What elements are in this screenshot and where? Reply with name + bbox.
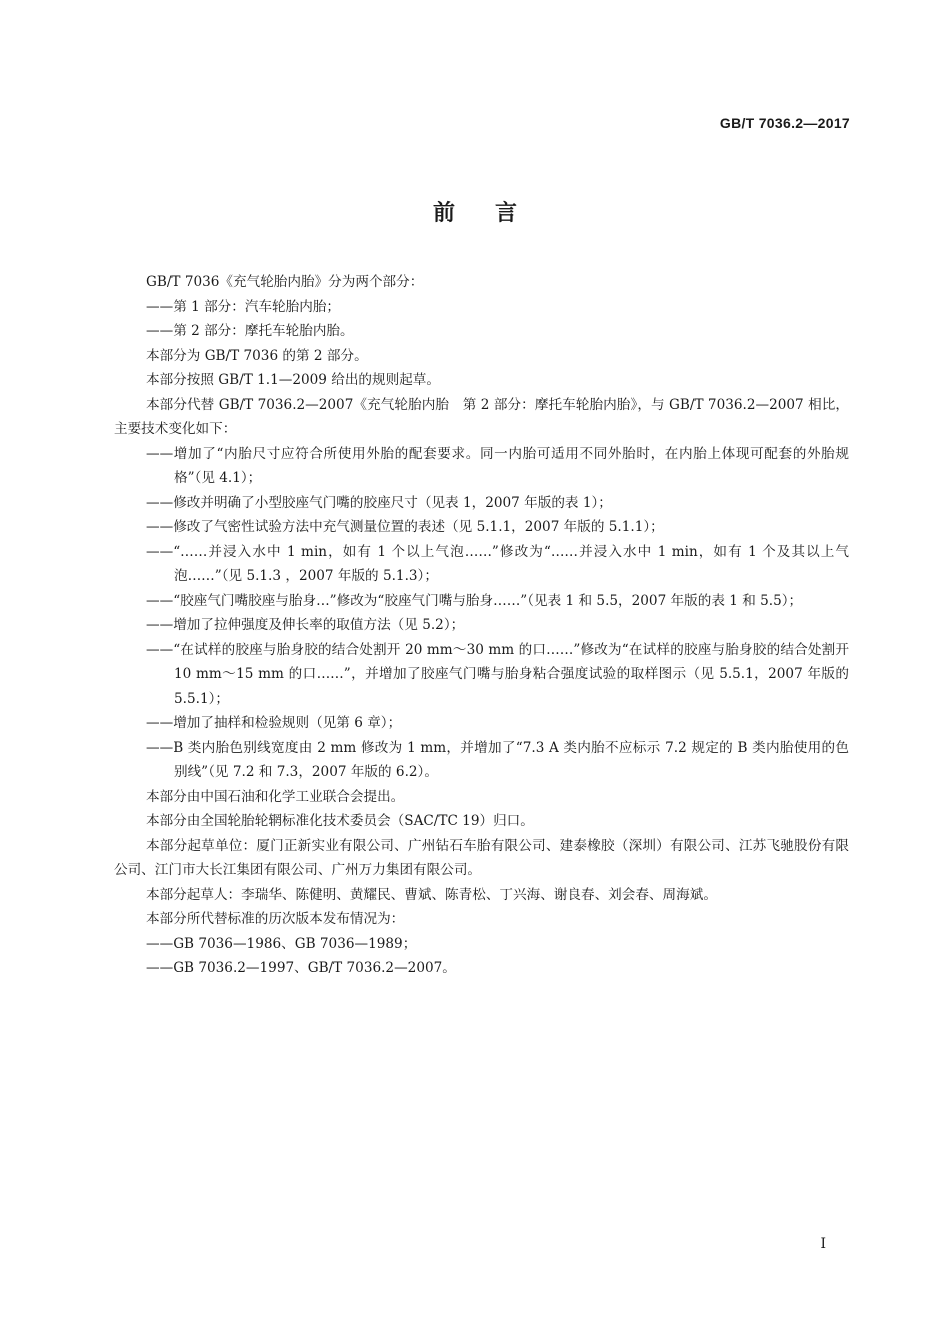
- page-title: 前言: [432, 201, 557, 226]
- list-item: ——GB 7036—1986、GB 7036—1989；: [146, 935, 417, 952]
- foreword-body: [114, 270, 849, 981]
- list-item: ——第 1 部分：汽车轮胎内胎；: [146, 298, 341, 315]
- paragraph: 本部分为 GB/T 7036 的第 2 部分。: [146, 347, 368, 364]
- paragraph: 本部分按照 GB/T 1.1—2009 给出的规则起草。: [146, 372, 440, 388]
- list-item: ——增加了“内胎尺寸应符合所使用外胎的配套要求。同一内胎可适用不同外胎时，在内胎上体现可配套的外胎规格”（见 4.1）；: [146, 445, 849, 486]
- paragraph: 本部分由全国轮胎轮辋标准化技术委员会（SAC/TC 19）归口。: [146, 813, 534, 829]
- list-item: ——“胶座气门嘴胶座与胎身…”修改为“胶座气门嘴与胎身……”（见表 1 和 5.5，2007 年版的表 1 和 5.5）；: [146, 592, 803, 609]
- list-item: ——“在试样的胶座与胎身胶的结合处割开 20 mm～30 mm 的口……”修改为“在试样的胶座与胎身胶的结合处割开 10 mm～15 mm 的口……”，并增加了胶座气门嘴与胎身粘合强度试验的取样图示（见 5.5.1，2007 年版的 5.5.1）；: [146, 641, 849, 707]
- list-item: ——GB 7036.2—1997、GB/T 7036.2—2007。: [146, 960, 456, 976]
- list-item: ——第 2 部分：摩托车轮胎内胎。: [146, 323, 354, 339]
- list-item: ——B 类内胎色别线宽度由 2 mm 修改为 1 mm，并增加了“7.3 A 类内胎不应标示 7.2 规定的 B 类内胎使用的色别线”（见 7.2 和 7.3，2007 年版的 6.2）。: [146, 739, 849, 780]
- list-item: ——修改并明确了小型胶座气门嘴的胶座尺寸（见表 1，2007 年版的表 1）；: [146, 494, 612, 511]
- page-number: I: [820, 1236, 826, 1252]
- paragraph: GB/T 7036《充气轮胎内胎》分为两个部分：: [146, 274, 424, 290]
- paragraph: 本部分代替 GB/T 7036.2—2007《充气轮胎内胎 第 2 部分：摩托车轮胎内胎》，与 GB/T 7036.2—2007 相比，主要技术变化如下：: [114, 396, 849, 437]
- paragraph: 本部分由中国石油和化学工业联合会提出。: [146, 788, 405, 805]
- list-item: ——增加了拉伸强度及伸长率的取值方法（见 5.2）；: [146, 617, 465, 633]
- paragraph: 本部分起草单位：厦门正新实业有限公司、广州钻石车胎有限公司、建泰橡胶（深圳）有限公司、江苏飞驰股份有限公司、江门市大长江集团有限公司、广州万力集团有限公司。: [114, 837, 849, 878]
- paragraph: 本部分起草人：李瑞华、陈健明、黄耀民、曹斌、陈青松、丁兴海、谢良春、刘会春、周海斌。: [146, 886, 717, 903]
- standard-code: GB/T 7036.2—2017: [719, 115, 850, 131]
- list-item: ——修改了气密性试验方法中充气测量位置的表述（见 5.1.1，2007 年版的 5.1.1）；: [146, 519, 664, 535]
- list-item: ——增加了抽样和检验规则（见第 6 章）；: [146, 715, 402, 731]
- list-item: ——“……并浸入水中 1 min，如有 1 个以上气泡……”修改为“……并浸入水中 1 min，如有 1 个及其以上气泡……”（见 5.1.3 ，2007 年版的 5.1.3）；: [146, 543, 849, 584]
- paragraph: 本部分所代替标准的历次版本发布情况为：: [146, 911, 405, 927]
